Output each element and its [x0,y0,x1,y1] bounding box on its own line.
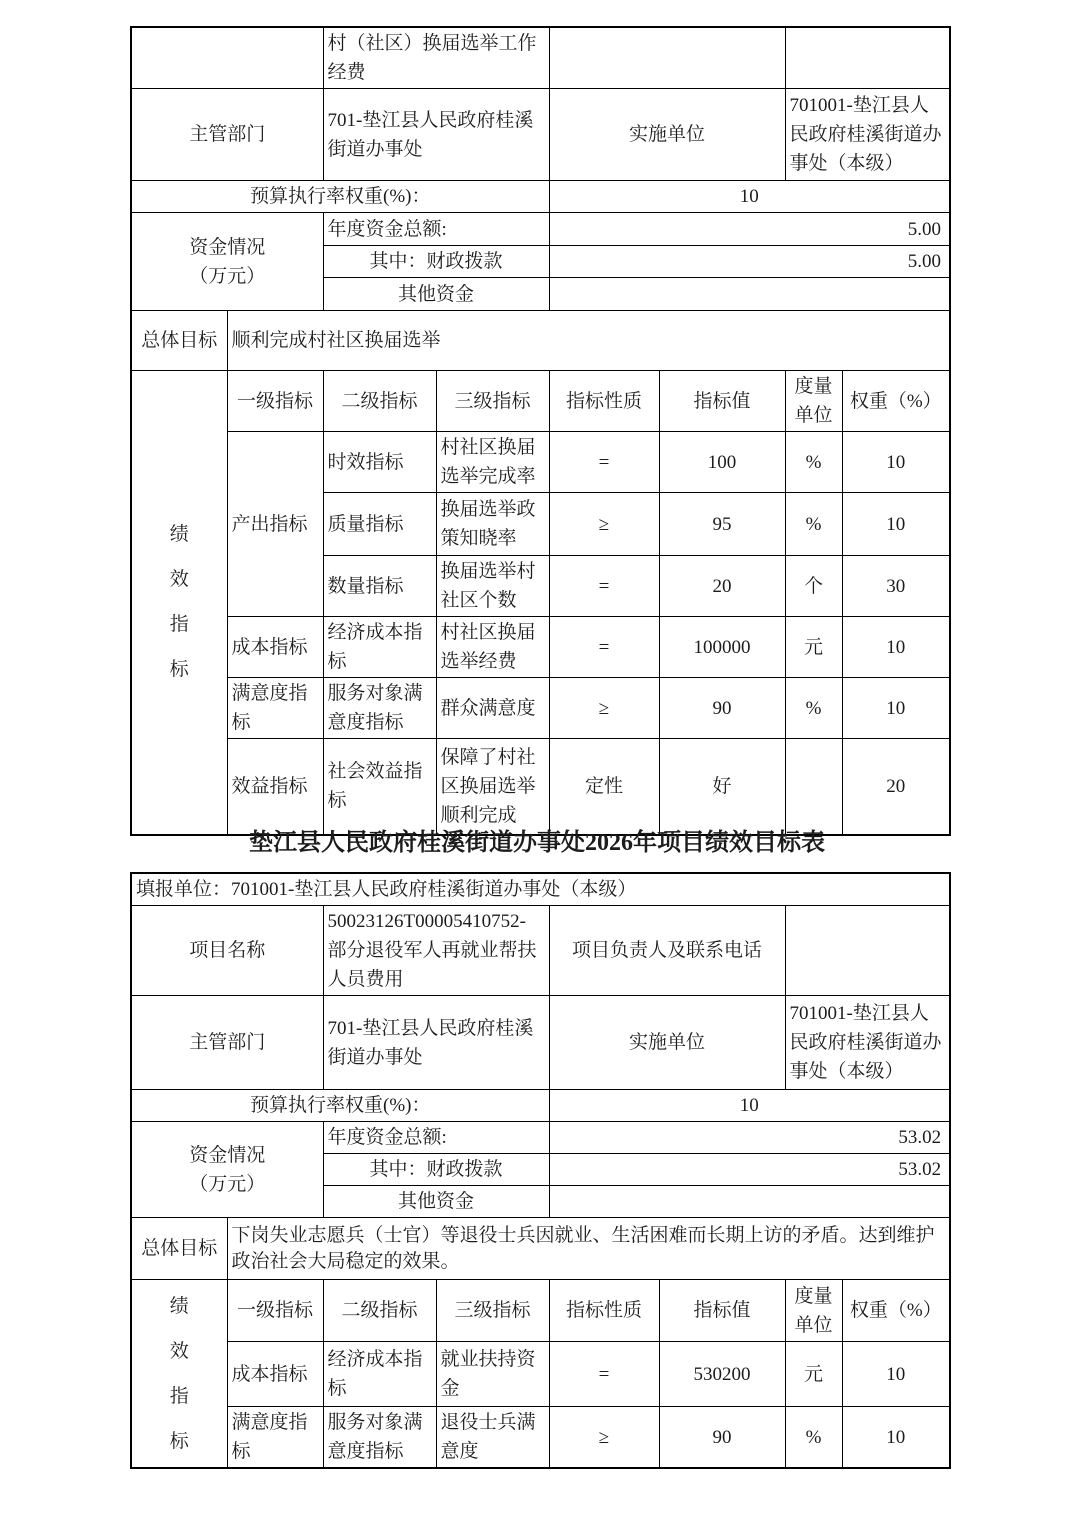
impl-unit-value: 701001-垫江县人民政府桂溪街道办事处（本级） [785,89,950,181]
project-manager-value [785,906,950,996]
perf-weight: 30 [842,556,950,617]
dept-value: 701-垫江县人民政府桂溪街道办事处 [323,996,549,1090]
perf-row [131,1342,950,1407]
funds-item-value: 5.00 [549,246,950,278]
reporting-unit-row [131,873,950,906]
perf-level3: 就业扶持资金 [436,1342,549,1407]
overall-goal-value: 下岗失业志愿兵（士官）等退役士兵因就业、生活困难而长期上访的矛盾。达到维护政治社会大局稳定的效果。 [227,1218,950,1280]
dept-label: 主管部门 [131,89,323,181]
funds-item-name: 其他资金 [323,278,549,311]
perf-header-level3: 三级指标 [436,1280,549,1342]
perf-level3: 换届选举村社区个数 [436,556,549,617]
budget-weight-label: 预算执行率权重(%)： [131,181,549,213]
budget-weight-label: 预算执行率权重(%)： [131,1090,549,1122]
impl-unit-value: 701001-垫江县人民政府桂溪街道办事处（本级） [785,996,950,1090]
funds-row [131,1122,950,1154]
perf-level3: 村社区换届选举完成率 [436,432,549,493]
perf-header-level1: 一级指标 [227,1280,323,1342]
perf-unit [785,739,842,835]
funds-item-value: 53.02 [549,1154,950,1186]
perf-value: 90 [659,678,785,739]
perf-header-unit: 度量单位 [785,371,842,432]
perf-value: 95 [659,493,785,556]
overall-goal-label: 总体目标 [131,1218,227,1280]
perf-value: 90 [659,1407,785,1469]
perf-level2: 经济成本指标 [323,1342,436,1407]
perf-level2: 时效指标 [323,432,436,493]
perf-value: 好 [659,739,785,835]
perf-level3: 群众满意度 [436,678,549,739]
perf-weight: 10 [842,617,950,678]
perf-value: 530200 [659,1342,785,1407]
project-name-label: 项目名称 [131,906,323,996]
empty-cell [549,27,785,89]
perf-level1: 满意度指标 [227,1407,323,1469]
funds-label [131,213,323,311]
budget-weight-value: 10 [549,1090,950,1122]
perf-weight: 20 [842,739,950,835]
perf-level1: 成本指标 [227,1342,323,1407]
perf-side-label [131,1280,227,1469]
page-title: 垫江县人民政府桂溪街道办事处2026年项目绩效目标表 [249,830,825,856]
perf-row [131,739,950,835]
perf-level1: 成本指标 [227,617,323,678]
perf-level1: 效益指标 [227,739,323,835]
overall-goal-label: 总体目标 [131,311,227,371]
perf-level2: 经济成本指标 [323,617,436,678]
impl-unit-label: 实施单位 [549,89,785,181]
perf-level3: 村社区换届选举经费 [436,617,549,678]
perf-unit: 个 [785,556,842,617]
perf-header-row [131,1280,950,1342]
overall-goal-value: 顺利完成村社区换届选举 [227,311,950,371]
perf-weight: 10 [842,1407,950,1469]
perf-level2: 社会效益指标 [323,739,436,835]
perf-nature: = [549,556,659,617]
perf-level2: 质量指标 [323,493,436,556]
budget-weight-row [131,181,950,213]
perf-value: 100000 [659,617,785,678]
perf-nature: ≥ [549,678,659,739]
funds-item-name: 其他资金 [323,1186,549,1218]
funds-item-name: 其中：财政拨款 [323,1154,549,1186]
dept-value: 701-垫江县人民政府桂溪街道办事处 [323,89,549,181]
perf-weight: 10 [842,432,950,493]
dept-label: 主管部门 [131,996,323,1090]
funds-item-value [549,278,950,311]
perf-side-label [131,371,227,835]
perf-unit: 元 [785,1342,842,1407]
perf-side-label-text: 绩效指标 [169,1295,189,1452]
perf-level2: 服务对象满意度指标 [323,678,436,739]
budget-weight-row [131,1090,950,1122]
funds-item-value: 53.02 [549,1122,950,1154]
perf-unit: % [785,678,842,739]
perf-weight: 10 [842,493,950,556]
funds-label-text: 资金情况（万元） [189,236,266,287]
perf-weight: 10 [842,678,950,739]
funds-label-text: 资金情况（万元） [189,1144,266,1195]
perf-header-level3: 三级指标 [436,371,549,432]
perf-nature: ≥ [549,493,659,556]
perf-level2: 数量指标 [323,556,436,617]
project-name-label-cell-empty [131,27,323,89]
project-manager-label: 项目负责人及联系电话 [549,906,785,996]
funds-label [131,1122,323,1218]
table-row [131,27,950,89]
perf-nature: = [549,432,659,493]
perf-header-nature: 指标性质 [549,1280,659,1342]
perf-header-level2: 二级指标 [323,1280,436,1342]
perf-header-row [131,371,950,432]
perf-nature: 定性 [549,739,659,835]
funds-item-name: 年度资金总额: [323,213,549,246]
perf-nature: = [549,617,659,678]
perf-header-value: 指标值 [659,1280,785,1342]
perf-side-label-text: 绩效指标 [169,524,189,681]
funds-item-name: 年度资金总额: [323,1122,549,1154]
perf-header-level1: 一级指标 [227,371,323,432]
perf-row [131,432,950,493]
perf-nature: ≥ [549,1407,659,1469]
perf-nature: = [549,1342,659,1407]
perf-level1: 满意度指标 [227,678,323,739]
funds-item-name: 其中：财政拨款 [323,246,549,278]
project-name-value: 村（社区）换届选举工作经费 [323,27,549,89]
dept-row [131,996,950,1090]
perf-header-level2: 二级指标 [323,371,436,432]
perf-level3: 换届选举政策知晓率 [436,493,549,556]
perf-unit: % [785,493,842,556]
perf-header-weight: 权重（%） [842,371,950,432]
perf-level1: 产出指标 [227,432,323,617]
empty-cell [785,27,950,89]
perf-header-nature: 指标性质 [549,371,659,432]
perf-value: 100 [659,432,785,493]
perf-unit: % [785,432,842,493]
project-name-row [131,906,950,996]
funds-item-value: 5.00 [549,213,950,246]
perf-row [131,617,950,678]
perf-weight: 10 [842,1342,950,1407]
dept-row [131,89,950,181]
overall-goal-row [131,1218,950,1280]
perf-header-weight: 权重（%） [842,1280,950,1342]
overall-goal-row [131,311,950,371]
project-name-value: 50023126T00005410752-部分退役军人再就业帮扶人员费用 [323,906,549,996]
perf-level2: 服务对象满意度指标 [323,1407,436,1469]
funds-row [131,213,950,246]
perf-unit: % [785,1407,842,1469]
perf-level3: 退役士兵满意度 [436,1407,549,1469]
perf-level3: 保障了村社区换届选举顺利完成 [436,739,549,835]
performance-table-1 [130,26,951,836]
impl-unit-label: 实施单位 [549,996,785,1090]
perf-header-unit: 度量单位 [785,1280,842,1342]
perf-unit: 元 [785,617,842,678]
funds-item-value [549,1186,950,1218]
perf-value: 20 [659,556,785,617]
performance-table-2 [130,872,951,1469]
perf-header-value: 指标值 [659,371,785,432]
reporting-unit: 填报单位：701001-垫江县人民政府桂溪街道办事处（本级） [131,873,950,906]
budget-weight-value: 10 [549,181,950,213]
perf-row [131,1407,950,1469]
perf-row [131,678,950,739]
